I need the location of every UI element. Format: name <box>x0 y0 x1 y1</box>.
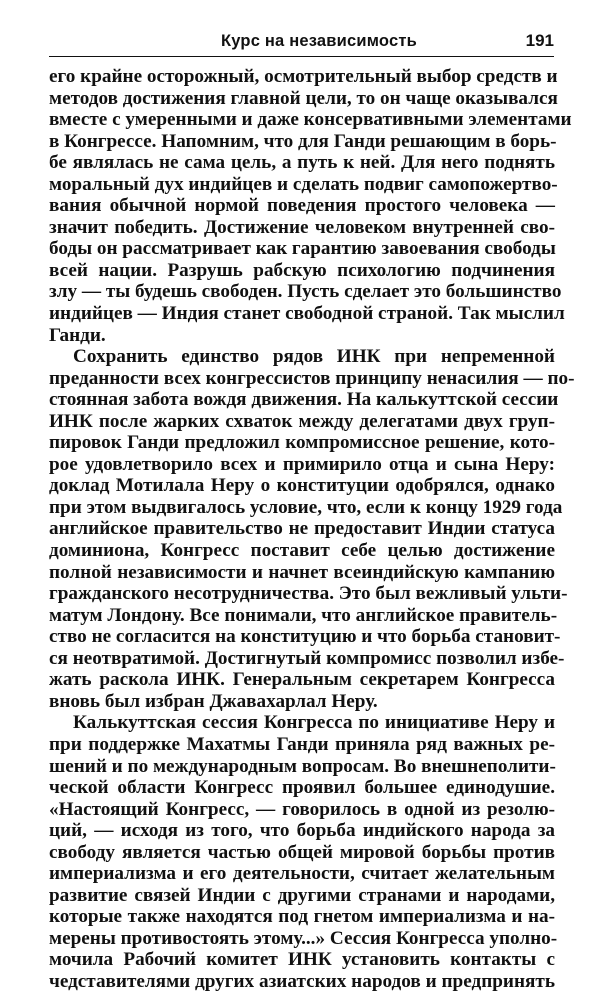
text-line: ческой области Конгресс проявил большее единодушие. <box>49 777 555 799</box>
text-line: стоянная забота вождя движения. На калькуттской сессии <box>49 389 559 411</box>
text-line: Сохранить единство рядов ИНК при непременной <box>73 346 555 368</box>
text-line: вновь был избран Джавахарлал Неру. <box>49 690 378 712</box>
text-line: которые также находятся под гнетом империализма и на- <box>49 906 555 928</box>
chapter-title: Курс на независимость <box>221 32 417 50</box>
text-line: при поддержке Махатмы Ганди приняла ряд важных ре- <box>49 733 555 755</box>
text-line: мочила Рабочий комитет ИНК установить контакты с <box>49 949 555 971</box>
text-line: ций, — исходя из того, что борьба индийского народа за <box>49 820 555 842</box>
text-line: развитие связей Индии с другими странами и народами, <box>49 884 555 906</box>
text-line: вместе с умеренными и даже консервативными элементами <box>49 109 572 131</box>
text-line: всей нации. Разрушь рабскую психологию подчинения <box>49 259 555 281</box>
text-line: «Настоящий Конгресс, — говорилось в одной из резолю- <box>49 798 555 820</box>
text-line: при этом выдвигалось условие, что, если к концу 1929 года <box>49 496 563 518</box>
text-line: злу — ты будешь свободен. Пусть сделает это большинство <box>49 281 562 303</box>
text-line: бе являлась не сама цель, а путь к ней. Для него поднять <box>49 152 555 174</box>
paragraph <box>49 712 558 992</box>
text-line: вания обычной нормой поведения простого человека — <box>49 195 555 217</box>
text-line: шений и по международным вопросам. Во внешнеполити- <box>49 755 556 777</box>
text-line: Калькуттская сессия Конгресса по инициативе Неру и <box>73 712 555 734</box>
paragraph <box>49 346 575 712</box>
text-line: матум Лондону. Все понимали, что английское правитель- <box>49 604 558 626</box>
text-line: английское правительство не предоставит Индии статуса <box>49 518 555 540</box>
text-line: жать раскола ИНК. Генеральным секретарем Конгресса <box>49 669 555 691</box>
body-text <box>49 66 575 993</box>
text-line: ИНК после жарких схваток между делегатами двух груп- <box>49 410 555 432</box>
text-line: рое удовлетворило всех и примирило отца и сына Неру: <box>49 453 555 475</box>
text-line: в Конгрессе. Напомним, что для Ганди решающим в борь- <box>49 130 557 152</box>
running-header <box>49 30 554 57</box>
text-line: его крайне осторожный, осмотрительный выбор средств и <box>49 66 558 87</box>
text-line: преданности всех конгрессистов принципу ненасилия — по- <box>49 367 575 389</box>
text-line: боды он рассматривает как гарантию завоевания свободы <box>49 238 556 260</box>
text-line: свободу является частью общей мировой борьбы против <box>49 841 555 863</box>
text-line: пировок Ганди предложил компромиссное решение, кото- <box>49 432 555 454</box>
text-line: доклад Мотилала Неру о конституции одобрялся, однако <box>49 475 555 497</box>
text-line: полной независимости и начнет всеиндийскую кампанию <box>49 561 555 583</box>
text-line: чедставителями других азиатских народов и предпринять <box>49 970 555 992</box>
page-number: 191 <box>525 31 554 50</box>
text-line: методов достижения главной цели, то он чаще оказывался <box>49 87 558 109</box>
text-line: моральный дух индийцев и сделать подвиг самопожертво- <box>49 173 558 195</box>
text-line: доминиона, Конгресс поставит себе целью достижение <box>49 540 555 562</box>
text-line: ся неотвратимой. Достигнутый компромисс позволил избе- <box>49 647 565 669</box>
text-line: Ганди. <box>49 324 106 346</box>
text-line: империализма и его деятельности, считает желательным <box>49 863 555 885</box>
paragraph <box>49 66 572 346</box>
text-line: значит победить. Достижение человеком внутренней сво- <box>49 216 555 238</box>
text-line: мерены противостоять этому...» Сессия Конгресса уполно- <box>49 927 558 949</box>
text-line: гражданского несотрудничества. Это был вежливый ульти- <box>49 583 568 605</box>
text-line: ство не согласится на конституцию и что борьба становит- <box>49 626 561 648</box>
text-line: индийцев — Индия станет свободной страной. Так мыслил <box>49 303 565 325</box>
